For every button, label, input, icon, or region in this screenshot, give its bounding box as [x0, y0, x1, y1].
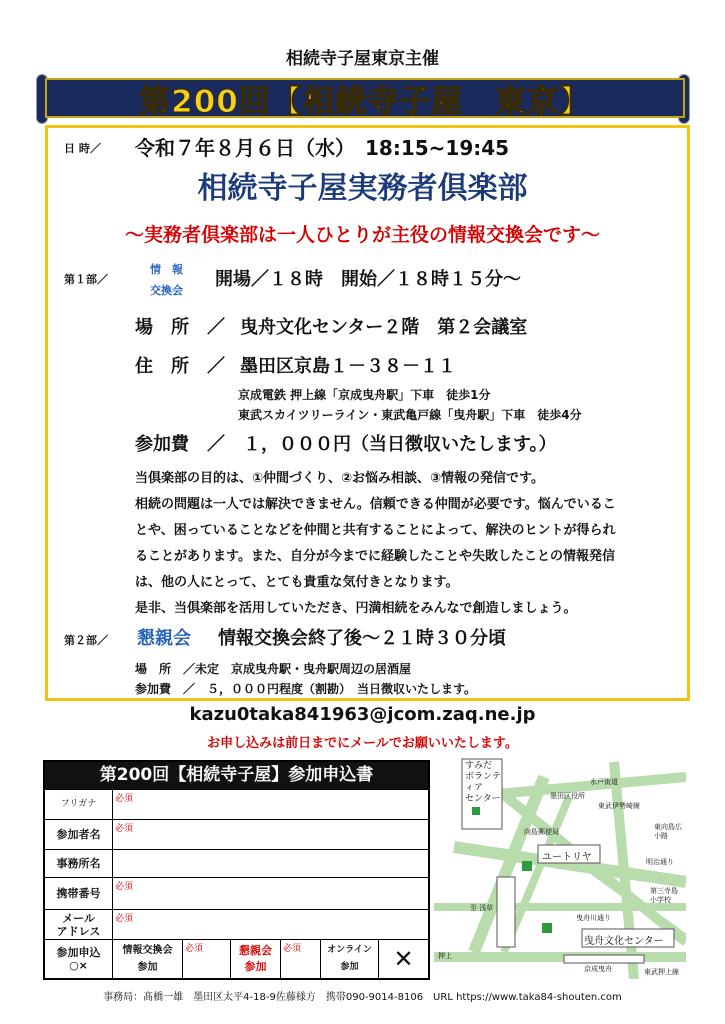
apply-exchange-mark[interactable]	[183, 940, 231, 978]
part2-label: 第２部／	[64, 634, 108, 647]
part1-label: 第１部／	[64, 273, 108, 286]
row-label: メール アドレス	[45, 910, 113, 939]
access-map	[434, 757, 686, 979]
part2-name: 懇親会	[137, 628, 191, 649]
datetime: 令和７年８月６日（水） 18:15~19:45	[135, 136, 510, 160]
map-label: 押上	[438, 952, 452, 960]
form-title: 第200回【相続寺子屋】参加申込書	[45, 762, 428, 789]
place-label: 場 所 ／	[135, 317, 225, 338]
map-label-volunteer: すみだ ボランティア センター	[465, 761, 502, 804]
apply-party[interactable]: 懇親会 参加	[231, 940, 281, 978]
event-subtitle: ～実務者倶楽部は一人ひとりが主役の情報交換会です～	[124, 224, 600, 246]
map-label: 東武押上線	[644, 968, 679, 976]
map-label: 京成曳舟	[584, 965, 612, 973]
apply-label: 参加申込 ○×	[45, 940, 113, 978]
name-field[interactable]	[113, 820, 428, 849]
event-title: 相続寺子屋実務者倶楽部	[197, 171, 528, 206]
organizer: 相続寺子屋東京主催	[286, 49, 439, 69]
desc-line: とや、困っていることなどを仲間と共有することによって、解決のヒントが得られ	[135, 523, 616, 538]
part2-time: 情報交換会終了後～２１時３０分頃	[218, 628, 506, 649]
row-label: 携帯番号	[45, 878, 113, 909]
map-label: 至 浅草	[470, 904, 494, 912]
map-label: 向島郵便局	[524, 828, 559, 836]
row-label: 参加者名	[45, 820, 113, 849]
access-1: 京成電鉄 押上線「京成曳舟駅」下車 徒歩1分	[238, 388, 491, 402]
required-mark: 必須	[115, 824, 134, 834]
desc-line: 是非、当倶楽部を活用していただき、円満相続をみんなで創造しましょう。	[135, 601, 577, 616]
map-label: 第三寺島小学校	[650, 887, 678, 904]
map-label: 東向島広小路	[654, 823, 682, 840]
deadline-note: お申し込みは前日までにメールでお願いいたします。	[207, 736, 518, 751]
banner	[45, 78, 685, 118]
desc-line: 当倶楽部の目的は、①仲間づくり、②お悩み相談、③情報の発信です。	[135, 471, 544, 486]
email-field[interactable]	[113, 910, 428, 939]
map-label: 水戸街道	[590, 778, 618, 786]
required-mark: 必須	[115, 882, 134, 892]
banner-text: 第200回【相続寺子屋 東京】	[139, 83, 591, 120]
map-label: 東武伊勢崎線	[598, 802, 640, 810]
required-mark: 必須	[115, 794, 134, 804]
map-label: 曳舟川通り	[576, 914, 611, 922]
required-mark: 必須	[115, 914, 134, 924]
place: 曳舟文化センター２階 第２会議室	[240, 317, 528, 338]
fee: 参加費 ／ １，０００円（当日徴収いたします。）	[135, 434, 557, 455]
row-label: フリガナ	[45, 790, 113, 819]
row-label: 事務所名	[45, 850, 113, 877]
apply-party-mark[interactable]	[281, 940, 321, 978]
application-form	[43, 760, 430, 980]
online-x-mark[interactable]: ✕	[393, 945, 414, 973]
desc-line: 相続の問題は一人では解決できません。信頼できる仲間が必要です。悩んでいるこ	[135, 497, 616, 512]
access-2: 東武スカイツリーライン・東武亀戸線「曳舟駅」下車 徒歩4分	[238, 408, 582, 422]
address-label: 住 所 ／	[135, 356, 225, 377]
part2-fee: 参加費 ／ ５，０００円程度（割勘） 当日徴収いたします。	[135, 682, 477, 696]
contact-email[interactable]: kazu0taka841963@jcom.zaq.ne.jp	[189, 704, 536, 725]
part1-tag-2: 交換会	[150, 284, 183, 297]
datetime-label: 日 時／	[64, 142, 101, 155]
footer: 事務局：髙橋一雄 墨田区太平4-18-9佐藤様方 携帯090-9014-8106 URL https://www.taka84-shouten.com	[103, 992, 622, 1003]
apply-online[interactable]: オンライン 参加	[321, 940, 379, 978]
part1-tag-1: 情 報	[150, 263, 183, 276]
office-field[interactable]	[113, 850, 428, 877]
map-label: 墨田区役所	[550, 792, 585, 800]
address: 墨田区京島１－３８－１１	[240, 356, 456, 377]
required-mark: 必須	[283, 944, 302, 954]
required-mark: 必須	[185, 944, 204, 954]
map-label-bunka: 曳舟文化センター	[584, 936, 664, 947]
map-label: 明治通り	[646, 858, 674, 866]
part1-open: 開場／１８時 開始／１８時１５分～	[215, 269, 521, 290]
apply-exchange[interactable]: 情報交換会 参加	[113, 940, 183, 978]
description	[135, 466, 683, 622]
desc-line: は、他の人にとって、とても貴重な気付きとなります。	[135, 575, 459, 590]
phone-field[interactable]	[113, 878, 428, 909]
furigana-field[interactable]	[113, 790, 428, 819]
desc-line: ることがあります。また、自分が今までに経験したことや失敗したことの情報発信	[135, 549, 615, 564]
part2-place: 場 所 ／未定 京成曳舟駅・曳舟駅周辺の居酒屋	[135, 662, 412, 676]
map-label-yutoriya: ユートリヤ	[542, 852, 592, 863]
